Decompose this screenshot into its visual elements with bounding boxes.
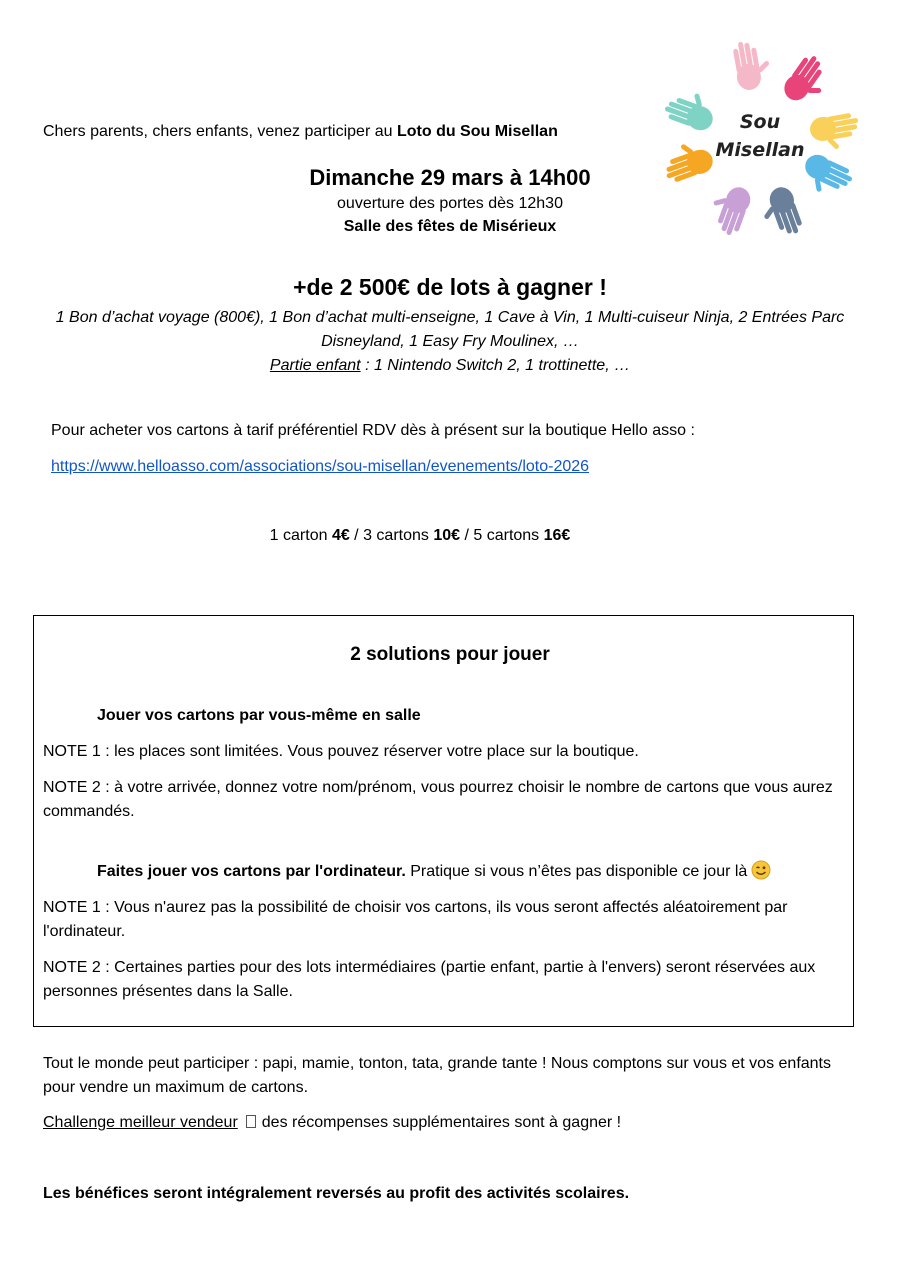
event-venue: Salle des fêtes de Misérieux — [343, 218, 557, 235]
event-doors: ouverture des portes dès 12h30 — [337, 195, 563, 212]
event-date: Dimanche 29 mars à 14h00 — [309, 165, 591, 190]
lots-list — [40, 306, 860, 378]
logo-line-1: Sou — [739, 111, 781, 133]
price-1: 4€ — [331, 527, 350, 544]
outro-text: Tout le monde peut participer : papi, mamie, tonton, tata, grande tante ! Nous comptons sur vous et vos enfants pour vendre un maximum de cartons. — [43, 1055, 831, 1096]
hand-1 — [731, 40, 774, 92]
hand-8 — [662, 84, 720, 134]
option-2-text: Pratique si vous n’êtes pas disponible ce jour là — [405, 863, 748, 880]
hand-6 — [704, 180, 754, 238]
missing-glyph-icon — [246, 1115, 256, 1128]
hands-logo-graphic — [658, 40, 862, 240]
hand-4 — [796, 151, 855, 204]
option-1-title: Jouer vos cartons par vous-même en salle — [97, 707, 421, 724]
kids-label: Partie enfant — [269, 357, 361, 374]
buy-text: Pour acheter vos cartons à tarif préférentiel RDV dès à présent sur la boutique Hello asso : — [51, 422, 695, 439]
challenge-text: des récompenses supplémentaires sont à gagner ! — [261, 1114, 622, 1131]
option-2-title: Faites jouer vos cartons par l'ordinateur. — [97, 863, 406, 880]
option-2-line — [97, 860, 771, 885]
intro-text: Chers parents, chers enfants, venez participer au Loto du Sou Misellan — [43, 123, 558, 140]
lots-line-1: 1 Bon d’achat voyage (800€), 1 Bon d’achat multi-enseigne, 1 Cave à Vin, 1 Multi-cuiseur Ninja, 2 Entrées Parc — [55, 309, 845, 326]
wink-emoji-icon — [751, 860, 771, 885]
challenge-label: Challenge meilleur vendeur — [43, 1114, 238, 1131]
option-2-note-2: NOTE 2 : Certaines parties pour des lots intermédiaires (partie enfant, partie à l'envers) seront réservées aux personnes présentes dans la Salle. — [43, 959, 816, 1000]
lots-title: +de 2 500€ de lots à gagner ! — [293, 274, 607, 300]
logo-line-2: Misellan — [715, 139, 805, 161]
challenge-line — [43, 1114, 621, 1132]
option-2-note-1: NOTE 1 : Vous n'aurez pas la possibilité de choisir vos cartons, ils vous seront affectés aléatoirement par l'ordinateur. — [43, 899, 788, 940]
hand-3 — [808, 111, 862, 154]
hand-5 — [756, 184, 806, 240]
option-1-note-1: NOTE 1 : les places sont limitées. Vous pouvez réserver votre place sur la boutique. — [43, 743, 639, 760]
hand-7 — [658, 136, 716, 186]
helloasso-link[interactable]: https://www.helloasso.com/associations/sou-misellan/evenements/loto-2026 — [51, 458, 590, 475]
sou-misellan-logo — [658, 40, 862, 240]
price-5: 16€ — [543, 527, 571, 544]
solutions-title: 2 solutions pour jouer — [350, 644, 550, 665]
final-statement: Les bénéfices seront intégralement reversés au profit des activités scolaires. — [43, 1185, 630, 1202]
price-3: 10€ — [433, 527, 461, 544]
option-1-note-2: NOTE 2 : à votre arrivée, donnez votre nom/prénom, vous pourrez choisir le nombre de cartons que vous aurez commandés. — [43, 779, 833, 820]
intro-bold: Loto du Sou Misellan — [396, 123, 558, 140]
lots-line-2: Disneyland, 1 Easy Fry Moulinex, … — [321, 333, 579, 350]
lots-kids: Partie enfant : 1 Nintendo Switch 2, 1 trottinette, … — [269, 357, 631, 374]
price-list: 1 carton 4€ / 3 cartons 10€ / 5 cartons 16€ — [269, 527, 571, 544]
hand-2 — [779, 51, 836, 111]
